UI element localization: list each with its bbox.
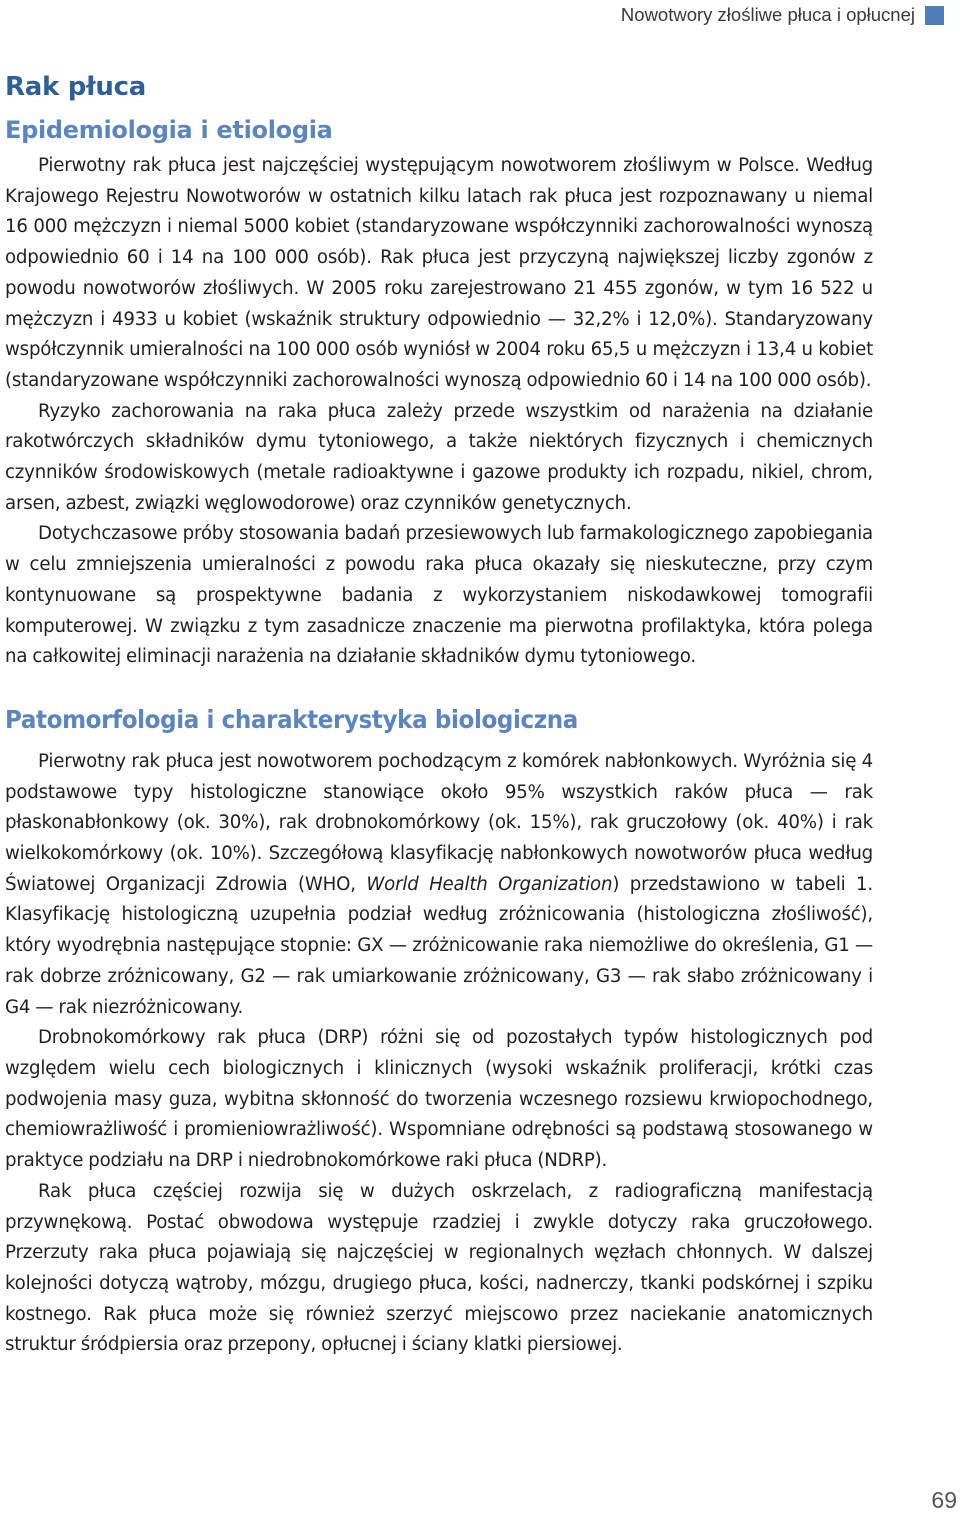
paragraph: Drobnokomórkowy rak płuca (DRP) różni się od pozostałych typów histologicznych pod względem wielu cech biologicznych i klinicznych (wysoki wskaźnik proliferacji, krótki czas podwojenia masy guza, wybitna skłonność do tworzenia wczesnego rozsiewu krwiopochodnego, chemiowrażliwość i promieniowrażliwość). Wspomniane odrębności są podstawą stosowanego w praktyce podziału na DRP i niedrobnokomórkowe raki płuca (NDRP). — [5, 1027, 873, 1172]
paragraph: Dotychczasowe próby stosowania badań przesiewowych lub farmakologicznego zapobiegania w celu zmniejszenia umieralności z powodu raka płuca okazały się nieskuteczne, przy czym kontynuowane są prospektywne badania z wykorzystaniem niskodawkowej tomografii komputerowej. W związku z tym zasadnicze znaczenie ma pierwotna profilaktyka, która polega na całkowitej eliminacji narażenia na działanie składników dymu tytoniowego. — [5, 523, 873, 668]
paragraph: Rak płuca częściej rozwija się w dużych oskrzelach, z radiograficzną manifestacją przywnękową. Postać obwodowa występuje rzadziej i zwykle dotyczy raka gruczołowego. Przerzuty raka płuca pojawiają się najczęściej w regionalnych węzłach chłonnych. W dalszej kolejności dotyczą wątroby, mózgu, drugiego płuca, kości, nadnerczy, tkanki podskórnej i szpiku kostnego. Rak płuca może się również szerzyć miejscowo przez naciekanie anatomicznych struktur śródpiersia oraz przepony, opłucnej i ściany klatki piersiowej. — [5, 1180, 873, 1356]
paragraph: Pierwotny rak płuca jest najczęściej występującym nowotworem złośliwym w Polsce. Według Krajowego Rejestru Nowotworów w ostatnich kilku latach rak płuca jest rozpoznawany u niemal 16 000 mężczyzn i niemal 5000 kobiet (standaryzowane współczynniki zachorowalności wynoszą odpowiednio 60 i 14 na 100 000 osób). Rak płuca jest przyczyną największej liczby zgonów z powodu nowotworów złośliwych. W 2005 roku zarejestrowano 21 455 zgonów, w tym 16 522 u mężczyzn i 4933 u kobiet (wskaźnik struktury odpowiednio — 32,2% i 12,0%). Standaryzowany współczynnik umieralności na 100 000 osób wyniósł w 2004 roku 65,5 u mężczyzn i 13,4 u kobiet (standaryzowane współczynniki zachorowalności wynoszą odpowiednio 60 i 14 na 100 000 osób). — [5, 155, 873, 391]
article-title: Rak płuca — [5, 72, 146, 102]
paragraph — [5, 747, 873, 1023]
header-square-icon — [925, 6, 944, 25]
paragraph-text: Pierwotny rak płuca jest nowotworem pochodzącym z komórek nabłonkowych. Wyróżnia się 4 podstawowe typy histologiczne stanowiące około 95% wszystkich raków płuca — rak płaskonabłonkowy (ok. 30%), rak drobnokomórkowy (ok. 15%), rak gruczołowy (ok. 40%) i rak wielkokomórkowy (ok. 10%). Szczegółową klasyfikację nabłonkowych nowotworów płuca według Światowej Organizacji Zdrowia (WHO, — [5, 750, 873, 895]
article-body — [5, 66, 873, 1361]
paragraph: Ryzyko zachorowania na raka płuca zależy przede wszystkim od narażenia na działanie rakotwórczych składników dymu tytoniowego, a także niektórych fizycznych i chemicznych czynników środowiskowych (metale radioaktywne i gazowe produkty ich rozpadu, nikiel, chrom, arsen, azbest, związki węglowodorowe) oraz czynników genetycznych. — [5, 400, 873, 514]
running-header-title: Nowotwory złośliwe płuca i opłucnej — [620, 4, 915, 25]
page-number: 69 — [931, 1487, 957, 1513]
section-heading-pathomorphology: Patomorfologia i charakterystyka biologiczna — [5, 704, 578, 734]
paragraph-text: ) przedstawiono w tabeli 1. Klasyfikację histologiczną uzupełnia podział według zróżnicowania (histologiczna złośliwość), który wyodrębnia następujące stopnie: GX — zróżnicowanie raka niemożliwe do określenia, G1 — rak dobrze zróżnicowany, G2 — rak umiarkowanie zróżnicowany, G3 — rak słabo zróżnicowany i G4 — rak niezróżnicowany. — [5, 873, 873, 1018]
section-heading-epidemiology: Epidemiologia i etiologia — [5, 116, 333, 144]
italic-term: World Health Organization — [366, 873, 613, 895]
running-header — [621, 4, 944, 26]
